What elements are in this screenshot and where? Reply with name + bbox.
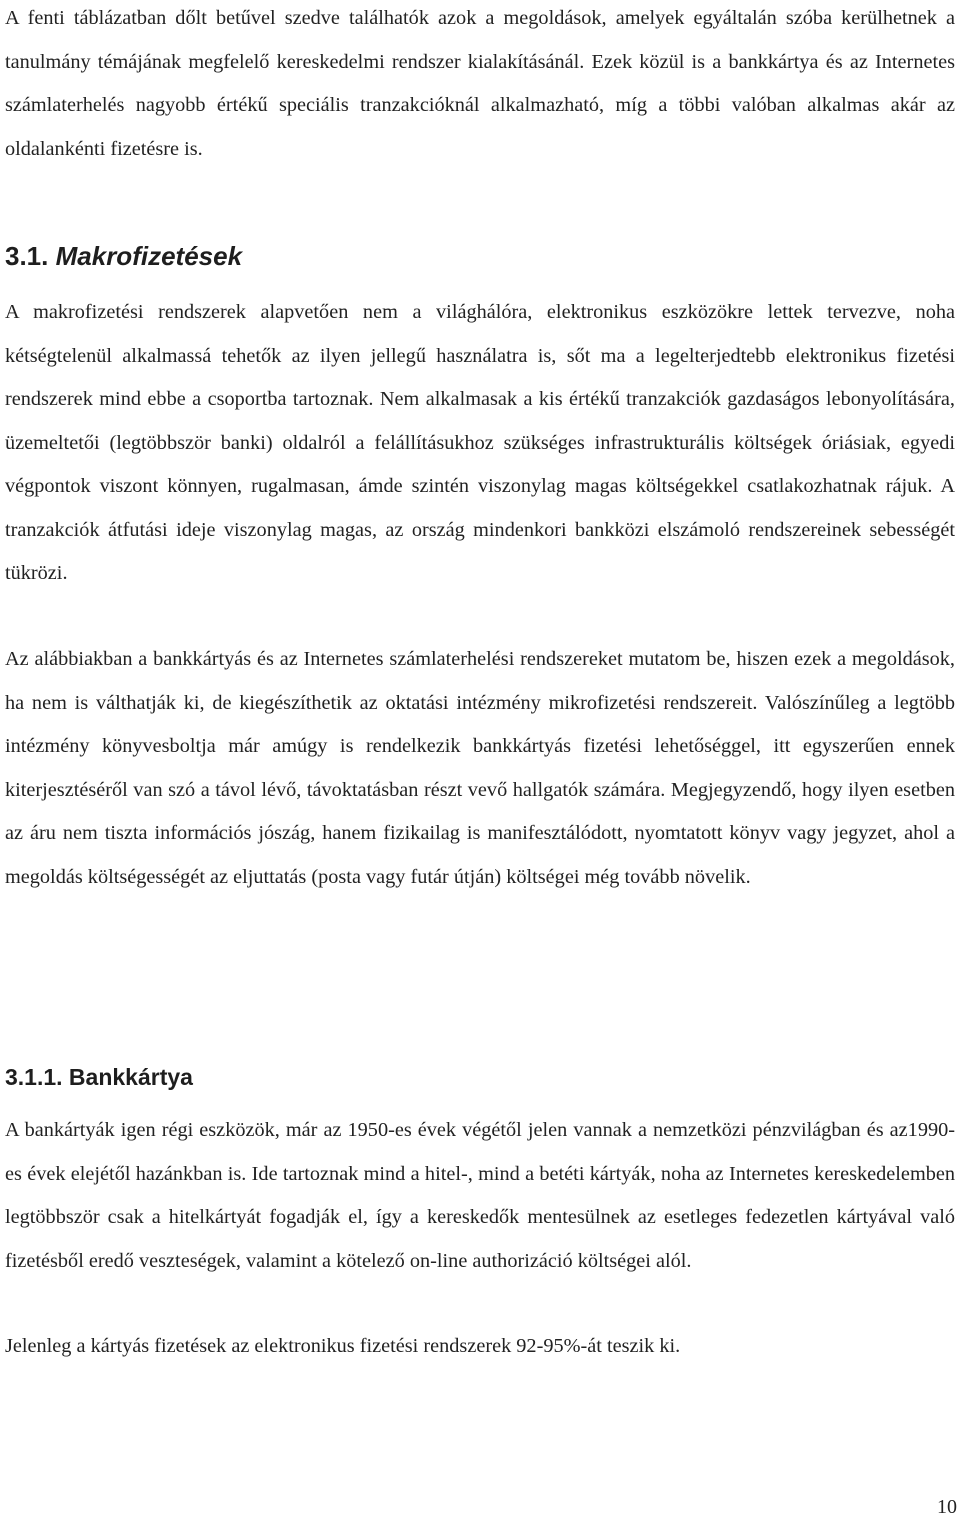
page-number: 10	[937, 1496, 957, 1518]
bank-paragraph-1: A bankártyák igen régi eszközök, már az 1950-es évek végétől jelen vannak a nemzetközi pénzvilágban és az1990-es évek elejétől hazánkban is. Ide tartoznak mind a hitel-, mind a betéti kártyák, noha az Internetes kereskedelemben legtöbbször csak a hitelkártyát fogadják el, így a kereskedők mentesülnek az esetleges fedezetlen kártyával való fizetésből eredő veszteségek, valamint a kötelező on-line authorizáció költségei alól.	[5, 1119, 955, 1272]
section-title: Makrofizetések	[55, 241, 243, 271]
makro-paragraph-1: A makrofizetési rendszerek alapvetően nem a világhálóra, elektronikus eszközökre lettek tervezve, noha kétségtelenül alkalmassá tehetők az ilyen jellegű használatra is, sőt ma a legelterjedtebb elektronikus fizetési rendszerek mind ebbe a csoportba tartoznak. Nem alkalmasak a kis értékű tranzakciók gazdaságos lebonyolítására, üzemeltetői (legtöbbször banki) oldalról a felállításukhoz szükséges infrastrukturális költségek óriásiak, egyedi végpontok viszont könnyen, rugalmasan, ámde szintén viszonylag magas költségekkel csatlakozhatnak rájuk. A tranzakciók átfutási ideje viszonylag magas, az ország mindenkori bankközi elszámoló rendszereinek sebességét tükrözi.	[5, 301, 955, 584]
subsection-heading-bankkartya: 3.1.1. Bankkártya	[5, 1064, 193, 1090]
section-number: 3.1.	[5, 241, 49, 271]
intro-paragraph: A fenti táblázatban dőlt betűvel szedve találhatók azok a megoldások, amelyek egyáltalán szóba kerülhetnek a tanulmány témájának megfelelő kereskedelmi rendszer kialakításánál. Ezek közül is a bankkártya és az Internetes számlaterhelés nagyobb értékű speciális tranzakcióknál alkalmazható, míg a többi valóban alkalmas akár az oldalankénti fizetésre is.	[5, 7, 955, 160]
section-heading-makrofizetesek	[5, 232, 242, 280]
makro-paragraph-2: Az alábbiakban a bankkártyás és az Internetes számlaterhelési rendszereket mutatom be, hiszen ezek a megoldások, ha nem is válthatják ki, de kiegészíthetik az oktatási intézmény mikrofizetési rendszereit. Valószínűleg a legtöbb intézmény könyvesboltja már amúgy is rendelkezik bankkártyás fizetési lehetőséggel, itt egyszerűen ennek kiterjesztéséről van szó a távol lévő, távoktatásban részt vevő hallgatók számára. Megjegyzendő, hogy ilyen esetben az áru nem tiszta információs jószág, hanem fizikailag is manifesztálódott, nyomtatott könyv vagy jegyzet, ahol a megoldás költségességét az eljuttatás (posta vagy futár útján) költségei még tovább növelik.	[5, 648, 955, 888]
bank-paragraph-2: Jelenleg a kártyás fizetések az elektronikus fizetési rendszerek 92-95%-át teszik ki.	[5, 1335, 681, 1357]
